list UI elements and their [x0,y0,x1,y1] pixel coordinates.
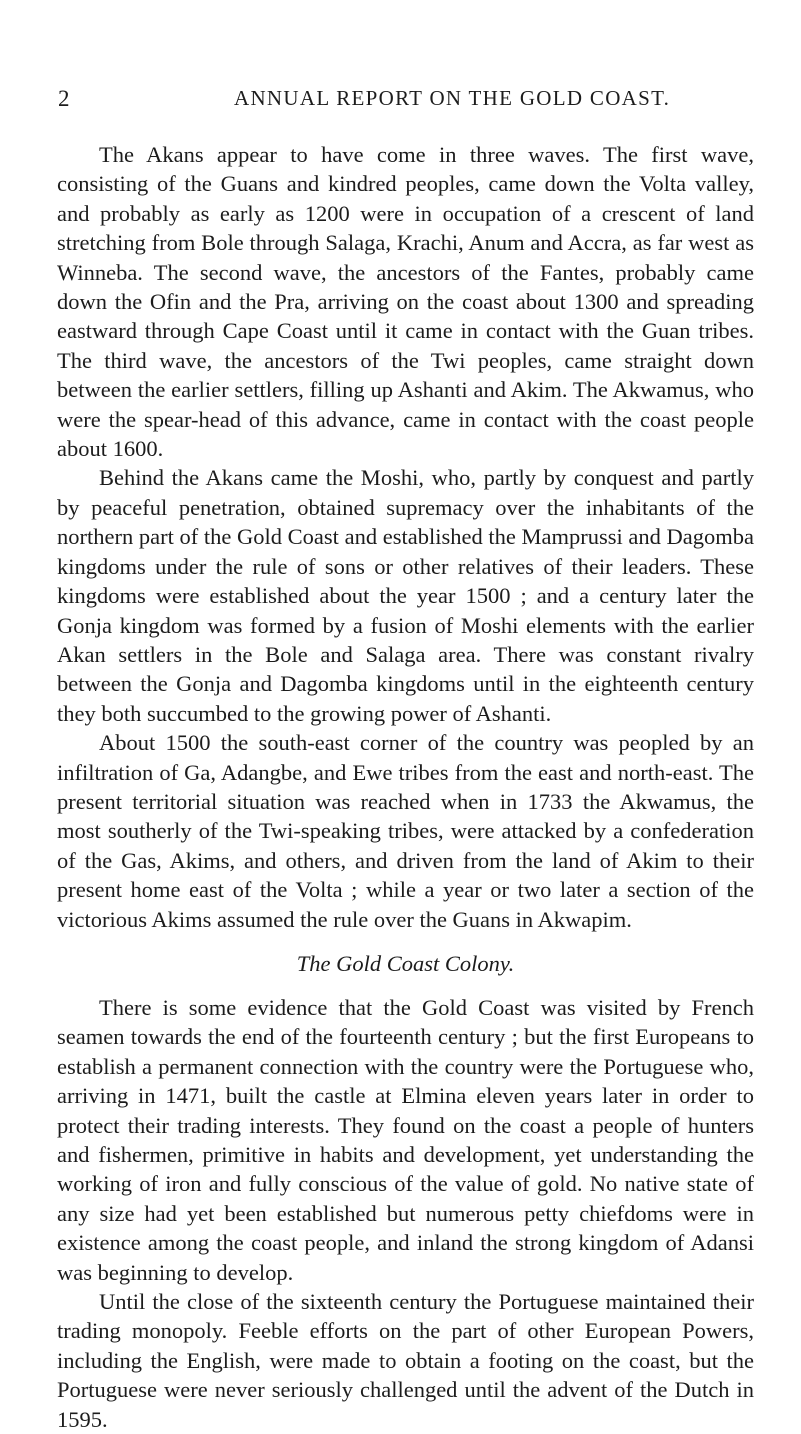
body-text [57,140,754,1434]
header-title: ANNUAL REPORT ON THE GOLD COAST. [234,86,671,110]
paragraph-europeans: There is some evidence that the Gold Coast was visited by French seamen towards the end of the fourteenth century ; but the first Europeans to establish a permanent connection with the country were the Portuguese who, arriving in 1471, built the castle at Elmina eleven years later in order to protect their trading interests. They found on the coast a people of hunters and fishermen, primitive in habits and development, yet understanding the working of iron and fully conscious of the value of gold. No native state of any size had yet been established but numerous petty chiefdoms were in existence among the coast people, and inland the strong kingdom of Adansi was beginning to develop. [57,994,754,1285]
paragraph-akan-waves: The Akans appear to have come in three waves. The first wave, consisting of the Guans and kindred peoples, came down the Volta valley, and probably as early as 1200 were in occupation of a crescent of land stretching from Bole through Salaga, Krachi, Anum and Accra, as far west as Winneba. The second wave, the ancestors of the Fantes, probably came down the Ofin and the Pra, arriving on the coast about 1300 and spreading eastward through Cape Coast until it came in contact with the Guan tribes. The third wave, the ancestors of the Twi peoples, came straight down between the earlier settlers, filling up Ashanti and Akim. The Akwamus, who were the spear-head of this advance, came in contact with the coast people about 1600. [57,142,754,462]
page-number: 2 [58,86,70,111]
paragraph-south-east: About 1500 the south-east corner of the country was peopled by an infiltration of Ga, Adangbe, and Ewe tribes from the east and north-east. The present territorial situation was reached when in 1733 the Akwamus, the most southerly of the Twi-speaking tribes, were attacked by a confederation of the Gas, Akims, and others, and driven from the land of Akim to their present home east of the Volta ; while a year or two later a section of the victorious Akims assumed the rule over the Guans in Akwapim. [57,730,754,932]
section-heading: The Gold Coast Colony. [296,950,515,976]
running-header [58,86,758,116]
paragraph-moshi: Behind the Akans came the Moshi, who, partly by conquest and partly by peaceful penetration, obtained supremacy over the inhabitants of the northern part of the Gold Coast and established the Mamprussi and Dagomba kingdoms under the rule of sons or other relatives of their leaders. These kingdoms were established about the year 1500 ; and a century later the Gonja kingdom was formed by a fusion of Moshi elements with the earlier Akan settlers in the Bole and Salaga area. There was constant rivalry between the Gonja and Dagomba kingdoms until in the eighteenth century they both succumbed to the growing power of Ashanti. [57,465,754,726]
paragraph-portuguese-monopoly: Until the close of the sixteenth century the Portuguese maintained their trading monopoly. Feeble efforts on the part of other European Powers, including the English, were made to obtain a footing on the coast, but the Portuguese were never seriously challenged until the advent of the Dutch in 1595. [57,1289,754,1432]
